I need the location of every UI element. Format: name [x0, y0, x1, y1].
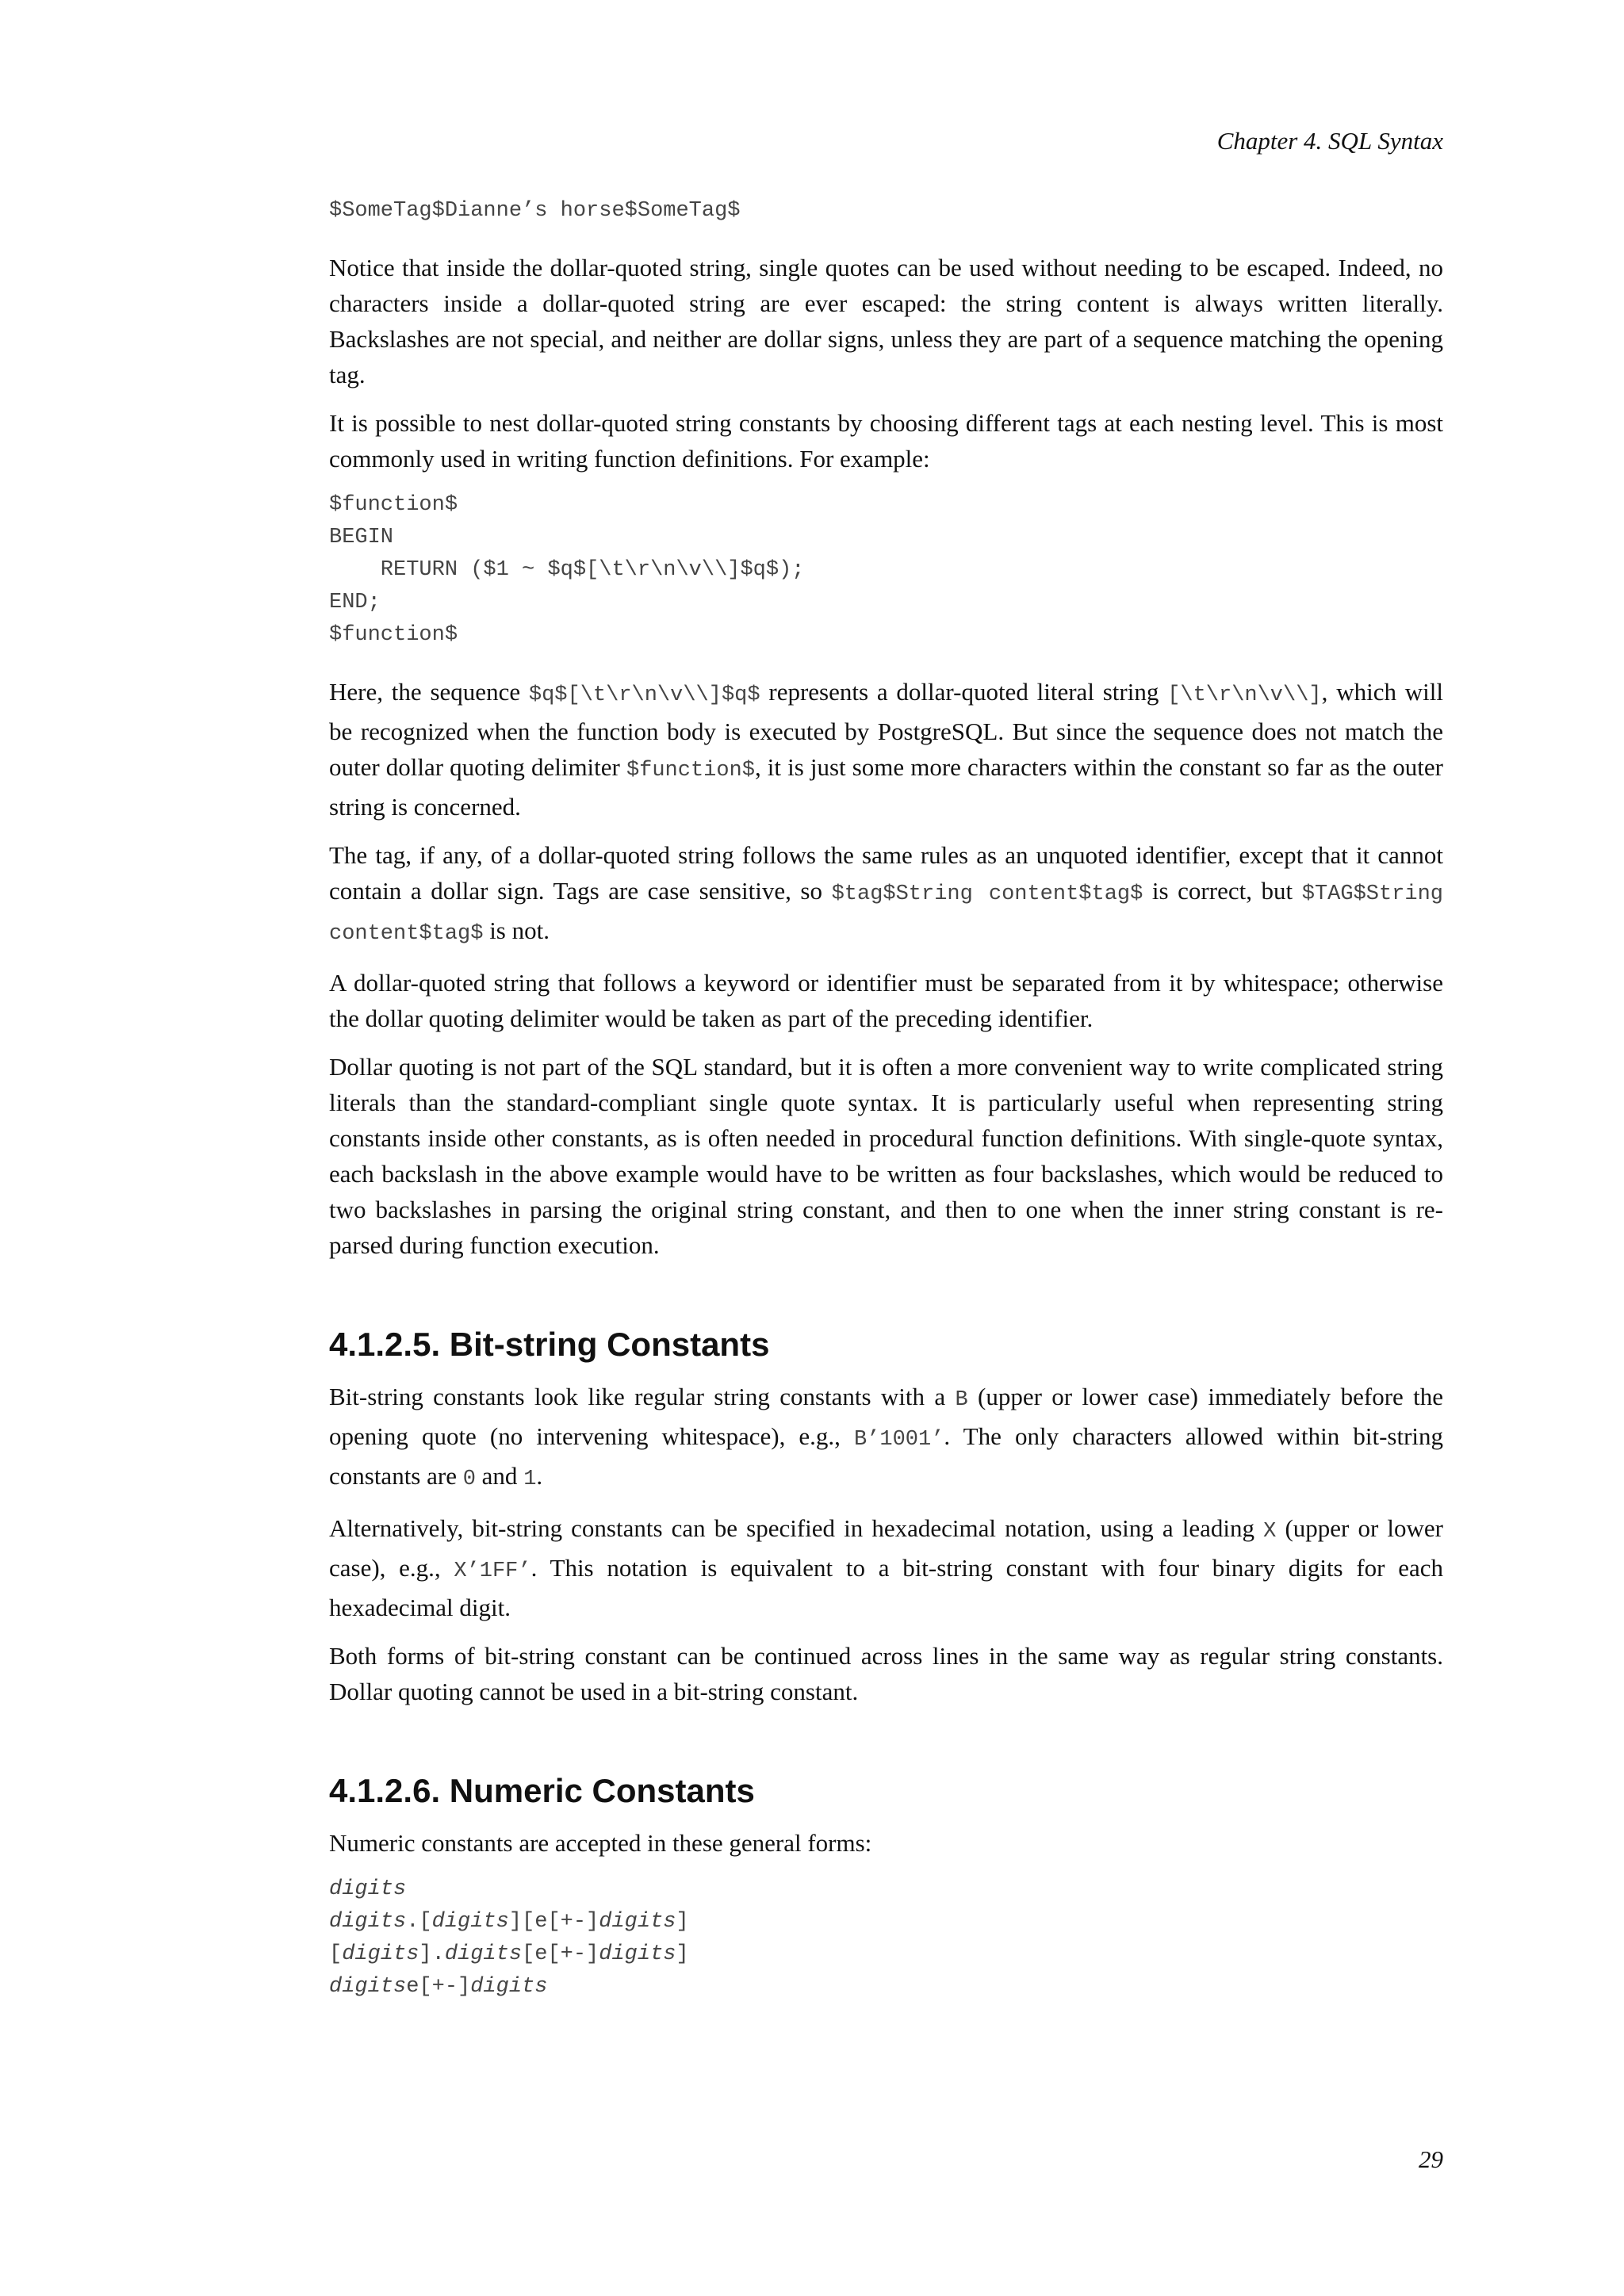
- paragraph: Numeric constants are accepted in these general forms:: [329, 1829, 872, 1857]
- placeholder-term: digits: [599, 1942, 676, 1966]
- running-header: Chapter 4. SQL Syntax: [1216, 127, 1443, 155]
- paragraph: [329, 837, 1443, 952]
- code-line: [329, 1873, 1443, 1906]
- inline-code: $function$: [626, 759, 755, 783]
- numeric-forms-block: [329, 1873, 1443, 2003]
- code-line: $SomeTag$Dianne’s horse$SomeTag$: [329, 199, 741, 223]
- placeholder-term: digits: [342, 1942, 419, 1966]
- inline-code: B’1001’: [854, 1428, 944, 1452]
- paragraph: Notice that inside the dollar-quoted string, single quotes can be used without needing to be escaped. Indeed, no characters inside a dollar-quoted string are ever escaped: the string content is always written literally. Backslashes are not special, and neither are dollar signs, unless they are part of a sequence matching the opening tag.: [329, 254, 1443, 388]
- placeholder-term: digits: [431, 1910, 509, 1934]
- code-line: END;: [329, 591, 381, 614]
- placeholder-term: digits: [599, 1910, 676, 1934]
- literal-text: ][e[+-]: [508, 1910, 599, 1934]
- text-run: .: [536, 1462, 543, 1490]
- inline-code: $tag$String content$tag$: [831, 882, 1143, 906]
- paragraph: Both forms of bit-string constant can be continued across lines in the same way as regular string constants. Dollar quoting cannot be used in a bit-string constant.: [329, 1642, 1443, 1705]
- text-run: , it is just some more characters within the constant so far as the outer string is concerned.: [329, 753, 1443, 821]
- literal-text: .[: [406, 1910, 432, 1934]
- text-run: Alternatively, bit-string constants can be specified in hexadecimal notation, using a leading: [329, 1514, 1264, 1542]
- code-example-sometag: [329, 195, 1443, 228]
- text-run: is not.: [483, 916, 550, 944]
- code-line: [329, 1906, 1443, 1938]
- code-line: [329, 1971, 1443, 2003]
- inline-code: B: [955, 1388, 968, 1412]
- inline-code: [\t\r\n\v\\]: [1167, 683, 1322, 707]
- code-example-function: [329, 489, 1443, 652]
- literal-text: ]: [676, 1910, 689, 1934]
- text-run: Bit-string constants look like regular string constants with a: [329, 1383, 956, 1410]
- page-content: [329, 195, 1443, 2026]
- paragraph: [329, 1379, 1443, 1498]
- text-run: represents a dollar-quoted literal string: [760, 678, 1168, 706]
- placeholder-term: digits: [329, 1975, 407, 1999]
- inline-code: X’1FF’: [454, 1559, 531, 1583]
- placeholder-term: digits: [329, 1910, 407, 1934]
- text-run: . The only characters allowed within bit-string constants are: [329, 1422, 1444, 1490]
- paragraph: [329, 674, 1443, 825]
- code-line: BEGIN: [329, 526, 394, 549]
- text-run: , which will be recognized when the function body is executed by PostgreSQL. But since the sequence does not match the outer dollar quoting delimiter: [329, 678, 1443, 781]
- page-number: 29: [1419, 2145, 1443, 2173]
- text-run: (upper or lower case) immediately before the opening quote (no intervening whitespace), e.g.,: [329, 1383, 1443, 1450]
- placeholder-term: digits: [329, 1877, 407, 1901]
- text-run: The tag, if any, of a dollar-quoted string follows the same rules as an unquoted identifier, except that it cannot contain a dollar sign. Tags are case sensitive, so: [329, 841, 1443, 905]
- code-line: $function$: [329, 493, 458, 517]
- literal-text: e[+-]: [406, 1975, 471, 1999]
- text-run: . This notation is equivalent to a bit-string constant with four binary digits for each hexadecimal digit.: [329, 1554, 1443, 1621]
- literal-text: ].: [419, 1942, 445, 1966]
- literal-text: [: [329, 1942, 343, 1966]
- code-line: $function$: [329, 623, 458, 647]
- inline-code: $q$[\t\r\n\v\\]$q$: [528, 683, 760, 707]
- code-line: [329, 1938, 1443, 1971]
- section-heading-numeric: 4.1.2.6. Numeric Constants: [329, 1772, 755, 1809]
- inline-code: 0: [462, 1468, 476, 1491]
- paragraph: Dollar quoting is not part of the SQL standard, but it is often a more convenient way to write complicated string literals than the standard-compliant single quote syntax. It is particularly useful when representing string constants inside other constants, as is often needed in procedural function definitions. With single-quote syntax, each backslash in the above example would have to be written as four backslashes, which would be reduced to two backslashes in parsing the original string constant, and then to one when the inner string constant is re-parsed during function execution.: [329, 1053, 1443, 1259]
- paragraph: [329, 1510, 1443, 1625]
- placeholder-term: digits: [444, 1942, 523, 1966]
- paragraph: A dollar-quoted string that follows a keyword or identifier must be separated from it by whitespace; otherwise the dollar quoting delimiter would be taken as part of the preceding identifier.: [329, 969, 1443, 1032]
- code-line: RETURN ($1 ~ $q$[\t\r\n\v\\]$q$);: [329, 558, 805, 582]
- paragraph: It is possible to nest dollar-quoted string constants by choosing different tags at each nesting level. This is most commonly used in writing function definitions. For example:: [329, 409, 1443, 473]
- inline-code: 1: [523, 1468, 537, 1491]
- text-run: and: [475, 1462, 524, 1490]
- literal-text: [e[+-]: [522, 1942, 599, 1966]
- text-run: Here, the sequence: [329, 678, 529, 706]
- literal-text: ]: [676, 1942, 689, 1966]
- placeholder-term: digits: [470, 1975, 548, 1999]
- inline-code: X: [1263, 1520, 1277, 1544]
- section-heading-bit-string: 4.1.2.5. Bit-string Constants: [329, 1326, 770, 1363]
- inline-code: $TAG$String content$tag$: [329, 882, 1443, 946]
- text-run: (upper or lower case), e.g.,: [329, 1514, 1443, 1582]
- text-run: is correct, but: [1143, 877, 1302, 905]
